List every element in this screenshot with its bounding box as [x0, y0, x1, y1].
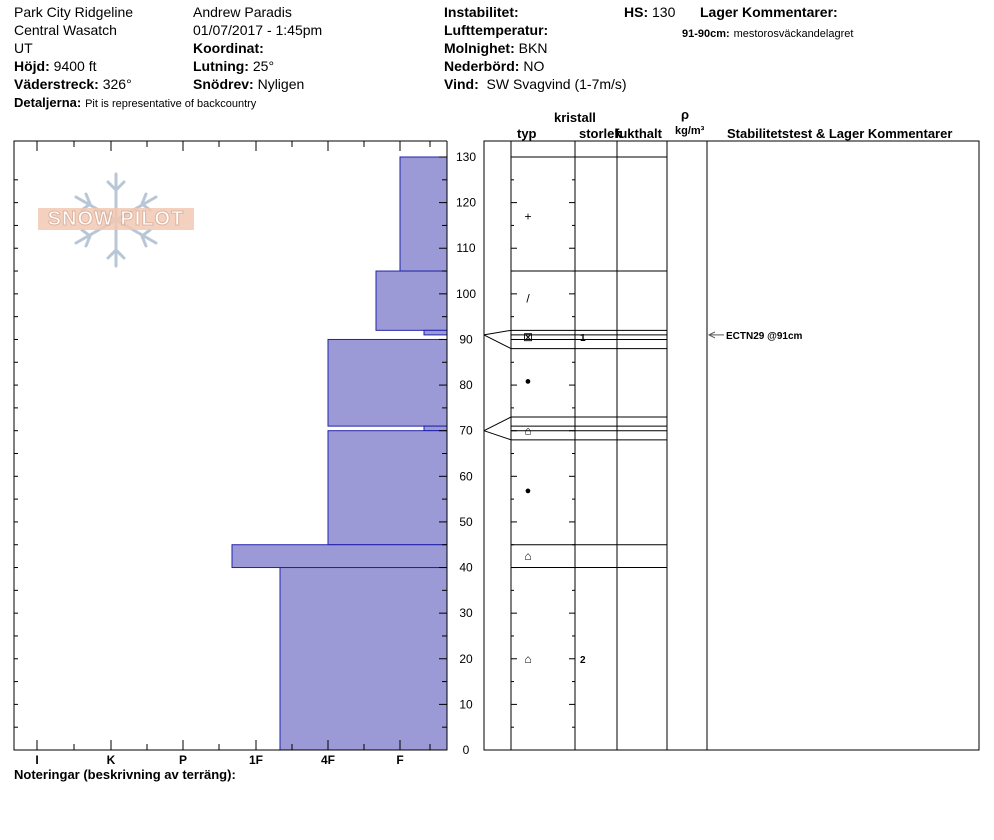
wind-loading-label: Snödrev:: [193, 76, 254, 92]
column-header-type: typ: [517, 126, 537, 141]
height-tick-label: 110: [456, 241, 476, 256]
hardness-bar: [232, 545, 447, 568]
sky-value: BKN: [518, 40, 548, 56]
wind-label: Vind:: [444, 76, 479, 92]
elevation-value: 9400 ft: [53, 58, 97, 74]
crystal-type-symbol: +: [524, 209, 532, 224]
layer-connector: [484, 330, 511, 335]
layer-connector: [484, 417, 511, 431]
height-tick-label: 20: [459, 651, 473, 666]
observer-name: Andrew Paradis: [193, 4, 292, 20]
elevation-label: Höjd:: [14, 58, 50, 74]
hardness-bar: [424, 330, 447, 335]
aspect-value: 326°: [102, 76, 132, 92]
height-tick-label: 120: [455, 195, 477, 210]
hardness-bar: [328, 431, 447, 545]
stability-test-label: ECTN29 @91cm: [726, 330, 803, 342]
hs-value: 130: [652, 4, 676, 20]
column-header-size: storlek: [579, 126, 622, 141]
layer-comments-label: Lager Kommentarer:: [700, 4, 838, 20]
crystal-type-symbol: ⌂: [524, 651, 532, 666]
crystal-size-label: 2: [580, 654, 586, 666]
hardness-tick-label: F: [396, 753, 404, 767]
column-header-stability: Stabilitetstest & Lager Kommentarer: [727, 126, 953, 141]
hardness-tick-label: I: [35, 753, 39, 767]
aspect-label: Väderstreck:: [14, 76, 99, 92]
layer-comment-text: mestorosväckandelagret: [733, 28, 854, 40]
layer-connector: [484, 431, 511, 440]
coordinate-label: Koordinat:: [193, 40, 264, 56]
observation-datetime: 01/07/2017 - 1:45pm: [193, 22, 323, 38]
hardness-tick-label: 1F: [248, 753, 264, 767]
state-name: UT: [14, 40, 33, 56]
crystal-type-symbol: ●: [524, 484, 532, 497]
hardness-bar: [328, 339, 447, 426]
height-tick-label: 70: [459, 423, 473, 438]
height-tick-label: 40: [459, 560, 473, 575]
height-tick-label: 80: [459, 378, 473, 393]
height-tick-label: 100: [455, 286, 477, 301]
crystal-type-symbol: ⌂: [524, 549, 532, 564]
height-tick-label: 130: [455, 150, 477, 164]
location-name: Park City Ridgeline: [14, 4, 134, 20]
layer-connector: [484, 335, 511, 349]
layer-comment-range: 91-90cm:: [682, 28, 730, 40]
height-tick-label: 0: [462, 743, 470, 757]
height-tick-label: 60: [459, 469, 473, 484]
hardness-bar: [400, 157, 447, 271]
crystal-type-symbol: /: [526, 291, 530, 306]
crystal-type-symbol: ●: [524, 375, 532, 388]
notes-label: Noteringar (beskrivning av terräng):: [14, 767, 236, 782]
sky-label: Molnighet:: [444, 40, 515, 56]
height-tick-label: 50: [459, 514, 473, 529]
logo-text: SNOW PILOT: [38, 208, 194, 230]
precip-value: NO: [523, 58, 545, 74]
wind-loading-value: Nyligen: [257, 76, 305, 92]
height-tick-label: 30: [459, 606, 473, 621]
hardness-bar: [376, 271, 447, 330]
slope-value: 25°: [252, 58, 275, 74]
instability-label: Instabilitet:: [444, 4, 519, 20]
column-header-moisture: fukthalt: [615, 126, 662, 141]
hs-label: HS:: [624, 4, 649, 20]
hardness-bar: [424, 426, 447, 431]
hardness-bar: [280, 568, 447, 750]
column-header-density: kg/m³: [675, 125, 705, 137]
hardness-tick-label: P: [178, 753, 188, 767]
crystal-size-label: 1: [580, 333, 586, 345]
crystal-type-symbol: ⌂: [524, 423, 532, 438]
slope-label: Lutning:: [193, 58, 249, 74]
hardness-tick-label: 4F: [320, 753, 336, 767]
layer-table-frame: [484, 141, 979, 750]
column-header-crystal: kristall: [554, 110, 596, 125]
hardness-tick-label: K: [106, 753, 116, 767]
air-temp-label: Lufttemperatur:: [444, 22, 549, 38]
height-tick-label: 10: [459, 697, 473, 712]
range-name: Central Wasatch: [14, 22, 117, 38]
wind-value: SW Svagvind (1-7m/s): [486, 76, 627, 92]
height-tick-label: 90: [459, 332, 473, 347]
crystal-type-symbol: ⊠: [522, 330, 534, 345]
details-value: Pit is representative of backcountry: [85, 98, 257, 110]
column-header-rho: ρ: [681, 107, 690, 122]
precip-label: Nederbörd:: [444, 58, 520, 74]
details-label: Detaljerna:: [14, 95, 82, 110]
